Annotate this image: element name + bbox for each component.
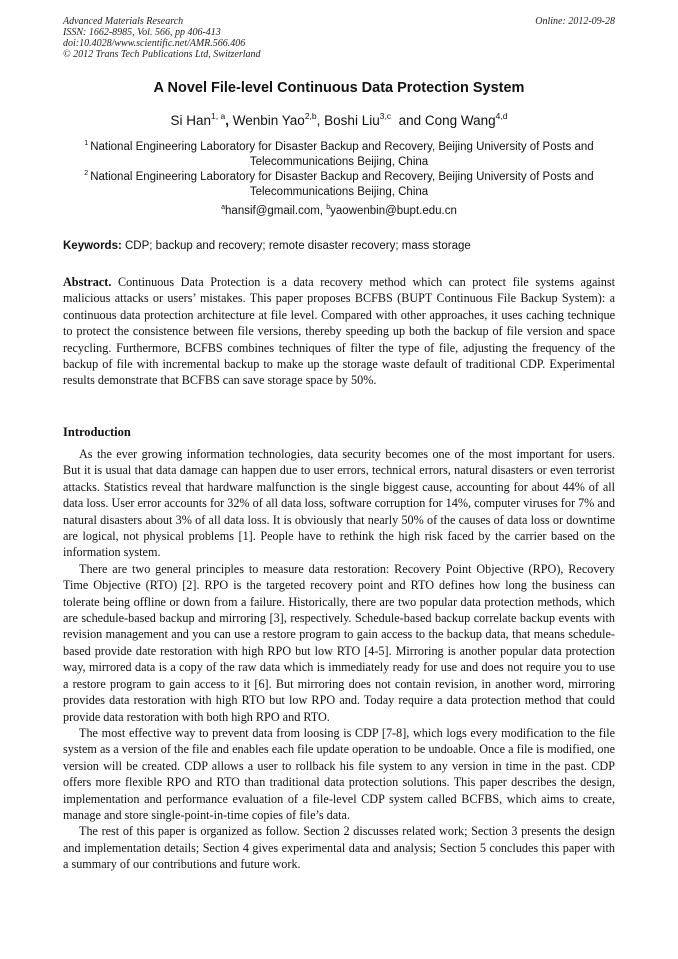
paragraph: The most effective way to prevent data from loosing is CDP [7-8], which logs every modification to the file system as a version of the file and enables each file update operation to be undoable. Once a file is modified, one version will be created. CDP allows a user to rollback his file system to any version in time in the past. CDP offers more flexible RPO and RTO than traditional data protection solutions. This paper describes the design, implementation and performance evaluation of a file-level CDP system called BCFBS, which aims to create, manage and store single-point-in-time copies of file’s data. bbox=[63, 725, 615, 822]
author-name: Cong Wang bbox=[424, 113, 496, 128]
email-address: yaowenbin@bupt.edu.cn bbox=[330, 205, 457, 217]
abstract-label: Abstract. bbox=[63, 275, 112, 289]
email-mark: a bbox=[221, 204, 226, 211]
introduction-body bbox=[63, 446, 615, 873]
author-emails bbox=[63, 205, 615, 217]
affiliation-text: National Engineering Laboratory for Disaster Backup and Recovery, Beijing University of Posts and Telecommunications Beijing, China bbox=[90, 171, 594, 198]
keywords-label: Keywords: bbox=[63, 240, 122, 252]
author-list bbox=[63, 113, 615, 128]
author-affiliation-mark: 3,c bbox=[379, 111, 392, 121]
author-separator: , bbox=[225, 113, 229, 128]
author-separator: , bbox=[316, 113, 321, 128]
online-date: Online: 2012-09-28 bbox=[535, 16, 615, 27]
affiliation bbox=[63, 140, 615, 170]
journal-name: Advanced Materials Research bbox=[63, 16, 184, 27]
section-heading: Introduction bbox=[63, 425, 131, 439]
paragraph: As the ever growing information technologies, data security becomes one of the most important for users. But it is usual that data damage can happen due to user errors, technical errors, natural disasters or even terrorist attacks. Statistics reveal that hardware malfunction is the single biggest cause, accounting for about 44% of all data loss. User error accounts for 32% of all data loss, software corruption for 14%, computer viruses for 7% and natural disasters about 3% of all data loss. It is obviously that nearly 50% of the causes of data loss or downtime are logical, not physical problems [1]. People have to rethink the high risk faced by the carrier based on the information system. bbox=[63, 447, 615, 560]
abstract bbox=[63, 274, 615, 389]
abstract-text: Continuous Data Protection is a data recovery method which can protect file systems against malicious attacks or users’ mistakes. This paper proposes BCFBS (BUPT Continuous File Backup System): a continuous data protection architecture at file level. Compared with other approaches, it uses caching technique to protect the consistence between file versions, thereby speeding up both the backup of file version and space recycling. Furthermore, BCFBS combines techniques of filter the type of file, adjusting the frequency of the backup of file with incremental backup to make up the storage waste default of traditional CDP. Experimental results demonstrate that BCFBS can save storage space by 50%. bbox=[63, 275, 615, 388]
author-name: Wenbin Yao bbox=[232, 113, 305, 128]
paper-title: A Novel File-level Continuous Data Protection System bbox=[153, 80, 525, 96]
author-name: Si Han bbox=[170, 113, 212, 128]
journal-doi: doi:10.4028/www.scientific.net/AMR.566.406 bbox=[63, 38, 246, 49]
affiliation-number: 1 bbox=[84, 140, 89, 147]
email-mark: b bbox=[326, 204, 331, 211]
keywords bbox=[63, 240, 615, 252]
email-address: hansif@gmail.com, bbox=[225, 205, 323, 217]
author-affiliation-mark: 1, a bbox=[211, 111, 226, 121]
keywords-text: CDP; backup and recovery; remote disaster recovery; mass storage bbox=[125, 240, 471, 252]
author-separator: and bbox=[398, 113, 422, 128]
author-name: Boshi Liu bbox=[324, 113, 380, 128]
journal-header bbox=[63, 16, 615, 60]
affiliation-text: National Engineering Laboratory for Disaster Backup and Recovery, Beijing University of Posts and Telecommunications Beijing, China bbox=[90, 141, 594, 168]
journal-issn: ISSN: 1662-8985, Vol. 566, pp 406-413 bbox=[63, 27, 221, 38]
paragraph: The rest of this paper is organized as follow. Section 2 discusses related work; Section 3 presents the design and implementation details; Section 4 gives experimental data and analysis; Section 5 concludes this paper with a summary of our contributions and future work. bbox=[63, 824, 615, 872]
journal-copyright: © 2012 Trans Tech Publications Ltd, Switzerland bbox=[63, 49, 261, 60]
affiliation bbox=[63, 170, 615, 200]
paragraph: There are two general principles to measure data restoration: Recovery Point Objective (RPO), Recovery Time Objective (RTO) [2]. RPO is the targeted recovery point and RTO defines how long the business can tolerate being offline or down from a failure. Historically, there are two popular data protection methods, which are schedule-based backup and mirroring [3], respectively. Schedule-based backup correlate backup events with revision management and you can use a restore program to gain access to the backup data, that means schedule-based provide date restoration with high RPO but low RTO [4-5]. Mirroring is another popular data protection way, mirrored data is a copy of the raw data which is immediately ready for use and does not require you to use a restore program to gain access to it [6]. But mirroring does not contain revision, in another word, mirroring provides data restoration with high RTO but low RPO and. Today require a data protection method that could provide data restoration with both high RPO and RTO. bbox=[63, 561, 615, 724]
author-affiliation-mark: 2,b bbox=[304, 111, 317, 121]
author-affiliation-mark: 4,d bbox=[495, 111, 508, 121]
affiliation-number: 2 bbox=[84, 170, 89, 177]
